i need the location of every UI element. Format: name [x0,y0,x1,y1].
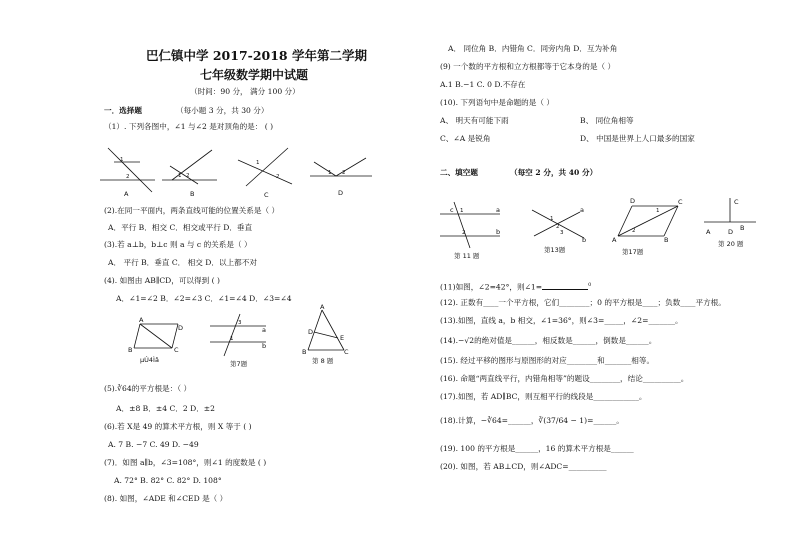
question-9: (9) 一个数的平方根和立方根都等于它本身的是（ ） [440,62,616,71]
figure-7 [210,312,270,368]
svg-text:2: 2 [342,170,346,176]
question-6-options: A. 7 B. −7 C. 49 D. −49 [108,440,199,449]
question-15: (15). 经过平移的图形与原图形的对应________和_______相等。 [440,356,655,365]
svg-text:1: 1 [328,170,332,176]
section1-note: （每小题 3 分，共 30 分） [176,106,269,115]
q1-figure-b-label: B [190,190,195,198]
question-14-radical: −√2 [458,336,475,345]
question-9-options: A.1 B.−1 C. 0 D.不存在 [440,80,526,89]
svg-text:b: b [582,236,587,244]
q1-figure-c [236,140,296,200]
figure-8 [300,303,360,366]
question-5-prefix: (5). [104,384,118,393]
svg-text:1: 1 [120,157,124,163]
section2-note: （每空 2 分，共 40 分） [510,168,598,177]
question-7-options: A. 72° B. 82° C. 82° D. 108° [114,476,222,485]
question-3: (3).若 a⊥b，b⊥c 则 a 与 c 的关系是（ ） [104,240,252,249]
time-score-line: （时间：90 分， 满分 100 分） [190,87,300,96]
svg-text:A: A [706,228,711,236]
figure-20 [704,196,764,252]
question-8-options: A． 同位角 B．内错角 C．同旁内角 D．互为补角 [448,44,618,53]
question-18-expr-2: ∛(37/64 − 1) [538,416,588,425]
svg-text:1: 1 [656,208,660,214]
svg-text:D: D [308,328,314,336]
q1-figure-d [306,140,376,200]
school-term-title: 巴仁镇中学 2017-2018 学年第二学期 [146,48,367,63]
question-4: (4). 如图由 AB∥CD，可以得到 ( ) [104,276,220,285]
q4-figure-caption: µÚ4Ìâ [140,356,159,364]
svg-text:1: 1 [178,173,182,179]
question-18-suffix: =______。 [587,416,624,425]
figure-7-caption: 第7题 [230,360,248,368]
svg-text:A: A [320,303,325,311]
q1-figure-d-label: D [338,189,344,197]
svg-text:B: B [302,348,307,356]
question-10: (10). 下列语句中是命题的是（ ） [440,98,554,107]
figure-11 [440,200,510,260]
svg-text:2: 2 [126,174,130,180]
question-16: (16). 命题“两直线平行，内错角相等”的题设________，结论__________。 [440,374,689,383]
svg-text:B: B [128,346,133,354]
question-18-prefix: (18).计算， [440,416,481,425]
question-1: （1）. 下列各图中，∠1 与∠2 是对顶角的是： ( ) [104,122,274,131]
question-18-expr-1: −∛64 [480,416,502,425]
svg-text:C: C [678,198,683,206]
svg-text:C: C [174,346,179,354]
question-7: (7)．如图 a∥b，∠3=108°，则∠1 的度数是 ( ) [104,458,267,467]
figure-11-caption: 第 11 题 [454,252,480,260]
question-19: (19). 100 的平方根是______，16 的算术平方根是______ [440,444,634,453]
svg-text:a: a [580,206,584,214]
svg-text:b: b [262,342,267,350]
figure-13 [530,206,590,256]
figure-20-caption: 第 20 题 [718,240,744,248]
question-11-blank [542,289,588,290]
svg-text:1: 1 [256,160,260,166]
question-5-options: A．±8 B．±4 C．2 D．±2 [116,404,215,413]
question-14-prefix: (14). [440,336,459,345]
svg-text:C: C [734,198,739,206]
svg-text:1: 1 [230,336,234,342]
svg-text:D: D [630,197,636,205]
section1-heading: 一．选择题 [104,106,142,115]
question-20: (20). 如图，若 AB⊥CD，则∠ADC=__________ [440,462,607,471]
svg-text:E: E [340,334,345,342]
svg-text:2: 2 [632,228,636,234]
question-2-options: A．平行 B．相交 C．相交或平行 D．垂直 [108,223,253,232]
svg-text:2: 2 [556,224,560,230]
question-11-degree: 0 [588,282,592,288]
svg-text:1: 1 [550,216,554,222]
question-12: (12). 正数有____一个平方根，它们________；0 的平方根是____；负数____平方根。 [440,298,726,307]
question-3-options: A． 平行 B．垂直 C． 相交 D．以上都不对 [108,258,257,267]
question-10-option-c: C、∠A 是锐角 [440,134,491,143]
svg-text:b: b [496,228,501,236]
figure-17 [610,196,690,260]
question-11-text: (11)如图，∠2=42°，则∠1= [440,282,543,292]
svg-text:2: 2 [186,173,190,179]
exam-title: 七年级数学期中试题 [200,68,309,82]
svg-text:D: D [728,228,734,236]
section2-heading: 二、填空题 [440,168,478,177]
question-4-options: A．∠1=∠2 B．∠2=∠3 C．∠1=∠4 D．∠3=∠4 [116,294,292,303]
svg-text:c: c [450,206,454,214]
svg-text:C: C [344,348,349,356]
question-17: (17).如图，若 AD∥BC，则互相平行的线段是____________。 [440,392,647,401]
svg-text:B: B [740,224,745,232]
question-5 [104,384,191,394]
svg-text:1: 1 [460,208,464,214]
svg-text:3: 3 [560,230,564,236]
question-5-radical: ∛64 [117,384,132,393]
figure-8-caption: 第 8 题 [312,357,334,365]
question-10-option-a: A、 明天有可能下雨 [440,116,509,125]
svg-text:a: a [262,326,266,334]
q1-figure-c-label: C [264,191,269,199]
question-13: (13).如图，直线 a，b 相交，∠1=36°，则∠3=_____，∠2=_______。 [440,316,683,325]
svg-text:B: B [664,236,669,244]
svg-text:2: 2 [462,230,466,236]
svg-text:3: 3 [238,320,242,326]
question-8: (8). 如图，∠ADE 和∠CED 是（ ） [104,494,228,503]
question-14 [440,336,656,346]
question-10-option-b: B、 同位角相等 [580,116,634,125]
svg-text:a: a [496,206,500,214]
svg-text:A: A [139,316,144,324]
svg-text:D: D [178,324,184,332]
q4-figure [128,314,188,364]
question-6: (6).若 X是 49 的算术平方根，则 X 等于 ( ) [104,422,252,431]
question-11 [440,280,591,293]
question-2: (2).在同一平面内，两条直线可能的位置关系是（ ） [104,206,280,215]
figure-17-caption: 第17题 [622,248,644,256]
q1-figure-b [162,140,222,200]
question-14-text: 的绝对值是______，相反数是______，倒数是______。 [474,336,657,345]
question-18-mid: =______， [501,416,539,425]
question-10-option-d: D、 中国是世界上人口最多的国家 [580,134,695,143]
figure-13-caption: 第13题 [544,246,566,254]
q1-figure-a-label: A [124,190,129,198]
svg-text:A: A [612,236,617,244]
question-18 [440,416,624,426]
question-5-text: 的平方根是：（ ） [131,384,192,393]
q1-figure-a [100,140,160,200]
svg-text:2: 2 [276,174,280,180]
